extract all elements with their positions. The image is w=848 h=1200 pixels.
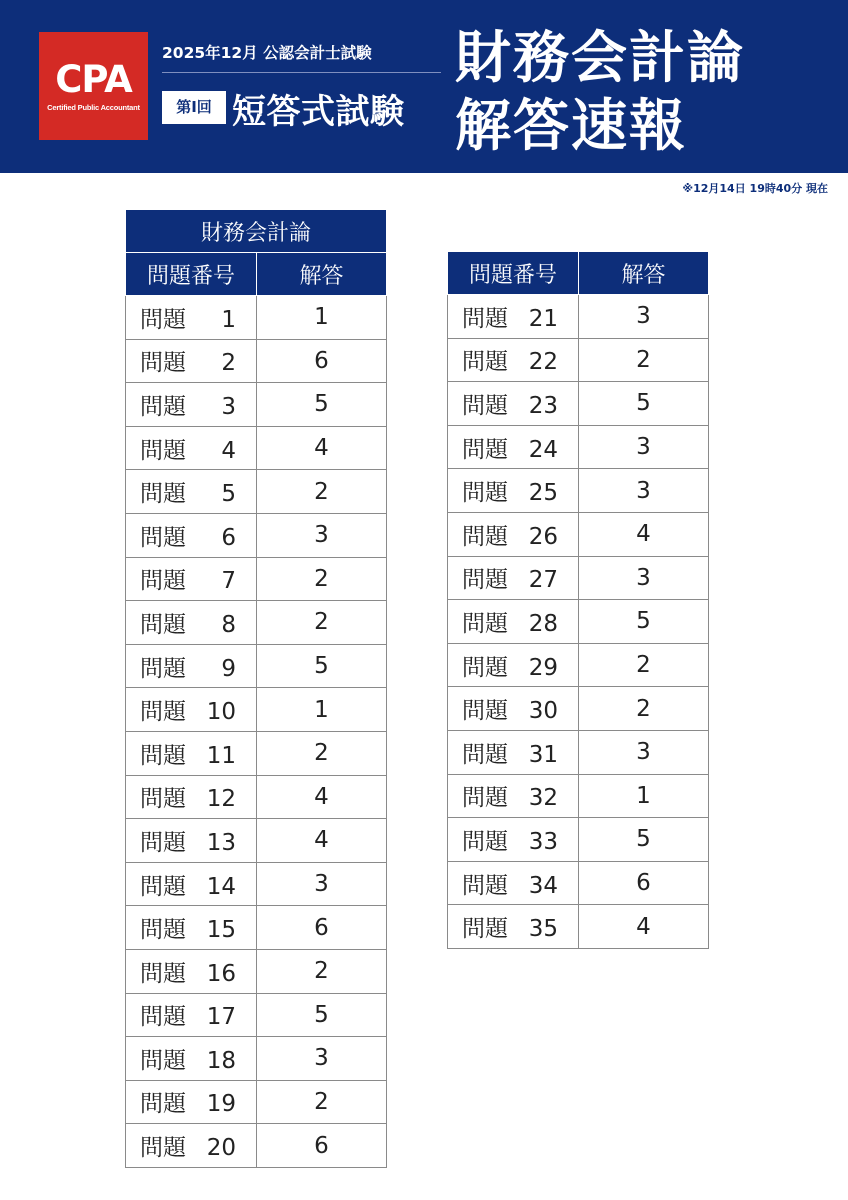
question-label: 問題 [140, 524, 186, 551]
question-cell [448, 774, 579, 818]
answer-cell: 5 [257, 383, 387, 427]
question-cell [126, 775, 257, 819]
question-label: 問題 [462, 480, 508, 507]
question-number: 8 [221, 611, 236, 638]
question-cell [126, 688, 257, 732]
column-header-question: 問題番号 [448, 252, 579, 295]
table-row [126, 426, 387, 470]
question-number: 13 [206, 829, 236, 856]
table-row [448, 556, 709, 600]
question-label: 問題 [462, 698, 508, 725]
question-cell [448, 861, 579, 905]
answer-cell: 4 [579, 905, 709, 949]
question-number: 24 [528, 436, 558, 463]
answer-cell: 1 [579, 774, 709, 818]
table-row [448, 512, 709, 556]
question-number: 21 [528, 305, 558, 332]
question-number: 29 [528, 654, 558, 681]
answer-cell: 2 [257, 1080, 387, 1124]
table-row [448, 600, 709, 644]
question-label: 問題 [140, 1047, 186, 1074]
question-cell [448, 382, 579, 426]
question-cell [126, 513, 257, 557]
answer-cell: 4 [257, 819, 387, 863]
table-row [126, 601, 387, 645]
answer-cell: 3 [579, 469, 709, 513]
answer-cell: 5 [579, 600, 709, 644]
question-label: 問題 [140, 1091, 186, 1118]
question-label: 問題 [140, 437, 186, 464]
answer-cell: 6 [579, 861, 709, 905]
question-label: 問題 [140, 960, 186, 987]
question-cell [126, 949, 257, 993]
question-cell [126, 731, 257, 775]
question-cell [448, 512, 579, 556]
question-cell [448, 295, 579, 339]
question-cell [126, 426, 257, 470]
question-number: 6 [221, 524, 236, 551]
table-row [126, 470, 387, 514]
question-label: 問題 [140, 829, 186, 856]
question-label: 問題 [140, 481, 186, 508]
table-row [126, 1080, 387, 1124]
column-header-answer: 解答 [579, 252, 709, 295]
question-label: 問題 [462, 872, 508, 899]
question-cell [126, 601, 257, 645]
table-row [126, 688, 387, 732]
answer-cell: 5 [579, 382, 709, 426]
answer-cell: 5 [257, 644, 387, 688]
question-label: 問題 [462, 916, 508, 943]
table-row [448, 425, 709, 469]
page-title-line1: 財務会計論 [455, 26, 745, 91]
question-label: 問題 [140, 350, 186, 377]
table-row [448, 905, 709, 949]
question-cell [448, 730, 579, 774]
question-cell [126, 1037, 257, 1081]
question-label: 問題 [462, 349, 508, 376]
round-badge: 第Ⅰ回 [162, 91, 226, 124]
question-number: 28 [528, 610, 558, 637]
question-number: 12 [206, 786, 236, 813]
question-number: 20 [206, 1135, 236, 1162]
table-row [126, 775, 387, 819]
question-number: 15 [206, 917, 236, 944]
question-cell [448, 469, 579, 513]
answer-cell: 1 [257, 296, 387, 340]
question-cell [126, 906, 257, 950]
question-number: 1 [221, 306, 236, 333]
question-number: 19 [206, 1091, 236, 1118]
answer-table-right [447, 251, 709, 949]
answer-cell: 3 [579, 425, 709, 469]
answer-cell: 2 [579, 338, 709, 382]
question-label: 問題 [462, 828, 508, 855]
answer-cell: 2 [257, 949, 387, 993]
question-cell [448, 425, 579, 469]
logo-subtitle: Certified Public Accountant [47, 103, 140, 112]
question-number: 23 [528, 392, 558, 419]
logo-text: CPA [55, 58, 132, 101]
answer-cell: 3 [579, 556, 709, 600]
table-row [448, 382, 709, 426]
question-number: 22 [528, 349, 558, 376]
question-cell [126, 557, 257, 601]
question-cell [448, 818, 579, 862]
table-row [448, 730, 709, 774]
question-number: 26 [528, 523, 558, 550]
question-number: 17 [206, 1004, 236, 1031]
answer-cell: 3 [579, 730, 709, 774]
question-number: 7 [221, 568, 236, 595]
answer-cell: 3 [257, 513, 387, 557]
exam-line: 2025年12月 公認会計士試験 [162, 44, 372, 62]
column-header-answer: 解答 [257, 253, 387, 296]
question-label: 問題 [140, 655, 186, 682]
table-row [448, 861, 709, 905]
question-label: 問題 [140, 611, 186, 638]
answer-cell: 4 [257, 775, 387, 819]
table-row [448, 295, 709, 339]
cpa-logo [39, 32, 148, 140]
question-number: 4 [221, 437, 236, 464]
question-cell [126, 1124, 257, 1168]
table-row [126, 296, 387, 340]
answer-cell: 4 [579, 512, 709, 556]
question-cell [448, 600, 579, 644]
question-cell [448, 905, 579, 949]
question-label: 問題 [462, 523, 508, 550]
question-cell [126, 339, 257, 383]
question-cell [448, 338, 579, 382]
answer-cell: 3 [579, 295, 709, 339]
answer-cell: 6 [257, 1124, 387, 1168]
table-row [448, 338, 709, 382]
question-cell [126, 644, 257, 688]
question-label: 問題 [462, 610, 508, 637]
answer-cell: 2 [257, 601, 387, 645]
question-number: 34 [528, 872, 558, 899]
question-label: 問題 [462, 392, 508, 419]
question-cell [126, 819, 257, 863]
question-number: 9 [221, 655, 236, 682]
table-row [126, 906, 387, 950]
question-number: 33 [528, 828, 558, 855]
table-row [126, 731, 387, 775]
question-label: 問題 [462, 785, 508, 812]
question-number: 14 [206, 873, 236, 900]
question-label: 問題 [140, 306, 186, 333]
question-label: 問題 [140, 1135, 186, 1162]
table-row [448, 774, 709, 818]
answer-cell: 2 [257, 470, 387, 514]
question-label: 問題 [140, 873, 186, 900]
answer-cell: 2 [579, 643, 709, 687]
question-label: 問題 [140, 742, 186, 769]
question-number: 18 [206, 1047, 236, 1074]
question-cell [448, 556, 579, 600]
question-number: 10 [206, 699, 236, 726]
question-label: 問題 [140, 568, 186, 595]
question-number: 27 [528, 567, 558, 594]
question-cell [126, 470, 257, 514]
question-number: 31 [528, 741, 558, 768]
table-row [126, 383, 387, 427]
table-row [126, 862, 387, 906]
table-row [126, 819, 387, 863]
table-row [126, 557, 387, 601]
answer-cell: 2 [579, 687, 709, 731]
question-number: 2 [221, 350, 236, 377]
table-row [448, 687, 709, 731]
question-cell [126, 1080, 257, 1124]
question-cell [126, 993, 257, 1037]
answer-cell: 2 [257, 731, 387, 775]
table-row [448, 643, 709, 687]
table-row [126, 339, 387, 383]
table-row [126, 993, 387, 1037]
question-label: 問題 [140, 393, 186, 420]
question-number: 3 [221, 393, 236, 420]
question-label: 問題 [462, 436, 508, 463]
table-row [448, 818, 709, 862]
question-label: 問題 [462, 567, 508, 594]
header-divider [162, 72, 441, 73]
subject-header: 財務会計論 [126, 210, 387, 253]
question-label: 問題 [462, 654, 508, 681]
table-row [126, 1037, 387, 1081]
answer-cell: 6 [257, 339, 387, 383]
question-number: 16 [206, 960, 236, 987]
table-row [126, 949, 387, 993]
question-label: 問題 [462, 305, 508, 332]
question-label: 問題 [140, 786, 186, 813]
question-number: 11 [206, 742, 236, 769]
question-number: 30 [528, 698, 558, 725]
question-number: 32 [528, 785, 558, 812]
answer-table-left [125, 209, 387, 1168]
answer-cell: 5 [579, 818, 709, 862]
question-number: 5 [221, 481, 236, 508]
answer-cell: 3 [257, 862, 387, 906]
answer-cell: 1 [257, 688, 387, 732]
table-row [126, 644, 387, 688]
question-label: 問題 [140, 1004, 186, 1031]
question-cell [126, 296, 257, 340]
column-header-question: 問題番号 [126, 253, 257, 296]
question-label: 問題 [140, 699, 186, 726]
table-row [126, 1124, 387, 1168]
answer-cell: 5 [257, 993, 387, 1037]
answer-cell: 3 [257, 1037, 387, 1081]
question-label: 問題 [462, 741, 508, 768]
answer-cell: 6 [257, 906, 387, 950]
answer-cell: 2 [257, 557, 387, 601]
header-banner [0, 0, 848, 173]
exam-type: 短答式試験 [232, 92, 405, 132]
question-cell [126, 383, 257, 427]
question-number: 25 [528, 480, 558, 507]
page-title-line2: 解答速報 [455, 94, 687, 159]
question-cell [448, 643, 579, 687]
question-cell [126, 862, 257, 906]
question-cell [448, 687, 579, 731]
question-number: 35 [528, 916, 558, 943]
table-row [126, 513, 387, 557]
table-row [448, 469, 709, 513]
timestamp: ※12月14日 19時40分 現在 [682, 182, 828, 195]
answer-cell: 4 [257, 426, 387, 470]
question-label: 問題 [140, 917, 186, 944]
